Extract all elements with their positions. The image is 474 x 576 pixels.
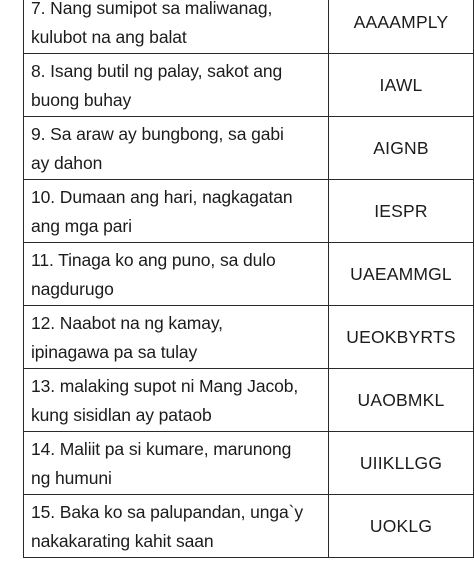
- riddle-cell: [24, 243, 329, 306]
- riddle-text-line: 13. malaking supot ni Mang Jacob,: [31, 375, 299, 396]
- scrambled-answer: UIIKLLGG: [329, 432, 474, 495]
- riddle-text-line: ay dahon: [31, 152, 103, 173]
- riddle-cell: [24, 54, 329, 117]
- riddle-text-line: ang mga pari: [31, 215, 132, 236]
- riddle-cell: [24, 180, 329, 243]
- scrambled-answer: UAOBMKL: [329, 369, 474, 432]
- riddle-cell: [24, 495, 329, 558]
- riddle-text-line: ipinagawa pa sa tulay: [31, 341, 198, 362]
- riddle-text-line: 14. Maliit pa si kumare, marunong: [31, 438, 292, 459]
- riddle-text-line: 12. Naabot na ng kamay,: [31, 312, 223, 333]
- table-row: [24, 306, 474, 369]
- scrambled-answer: UAEAMMGL: [329, 243, 474, 306]
- riddle-cell: [24, 306, 329, 369]
- scrambled-answer: IESPR: [329, 180, 474, 243]
- riddle-text-line: ng humuni: [31, 467, 112, 488]
- riddle-cell: [24, 0, 329, 54]
- table-row: [24, 369, 474, 432]
- riddle-text-line: nakakarating kahit saan: [31, 530, 214, 551]
- riddle-text-line: buong buhay: [31, 89, 132, 110]
- riddle-text-line: 7. Nang sumipot sa maliwanag,: [31, 0, 273, 18]
- scrambled-answer: UEOKBYRTS: [329, 306, 474, 369]
- table-row: [24, 432, 474, 495]
- table-row: [24, 495, 474, 558]
- scrambled-answer: AIGNB: [329, 117, 474, 180]
- riddle-text-line: kulubot na ang balat: [31, 26, 187, 47]
- riddle-text-line: 11. Tinaga ko ang puno, sa dulo: [31, 249, 276, 270]
- table-row: [24, 0, 474, 54]
- table-row: [24, 54, 474, 117]
- scrambled-answer: UOKLG: [329, 495, 474, 558]
- riddle-cell: [24, 432, 329, 495]
- riddle-cell: [24, 369, 329, 432]
- table-row: [24, 243, 474, 306]
- scrambled-answer: AAAAMPLY: [329, 0, 474, 54]
- table-row: [24, 180, 474, 243]
- riddle-text-line: 15. Baka ko sa palupandan, unga`y: [31, 501, 304, 522]
- table-row: [24, 117, 474, 180]
- riddle-cell: [24, 117, 329, 180]
- scrambled-answer: IAWL: [329, 54, 474, 117]
- riddle-text-line: 8. Isang butil ng palay, sakot ang: [31, 60, 283, 81]
- riddle-table: [23, 0, 474, 558]
- riddle-text-line: kung sisidlan ay pataob: [31, 404, 212, 425]
- riddle-text-line: 9. Sa araw ay bungbong, sa gabi: [31, 123, 284, 144]
- riddle-text-line: nagdurugo: [31, 278, 114, 299]
- riddle-text-line: 10. Dumaan ang hari, nagkagatan: [31, 186, 293, 207]
